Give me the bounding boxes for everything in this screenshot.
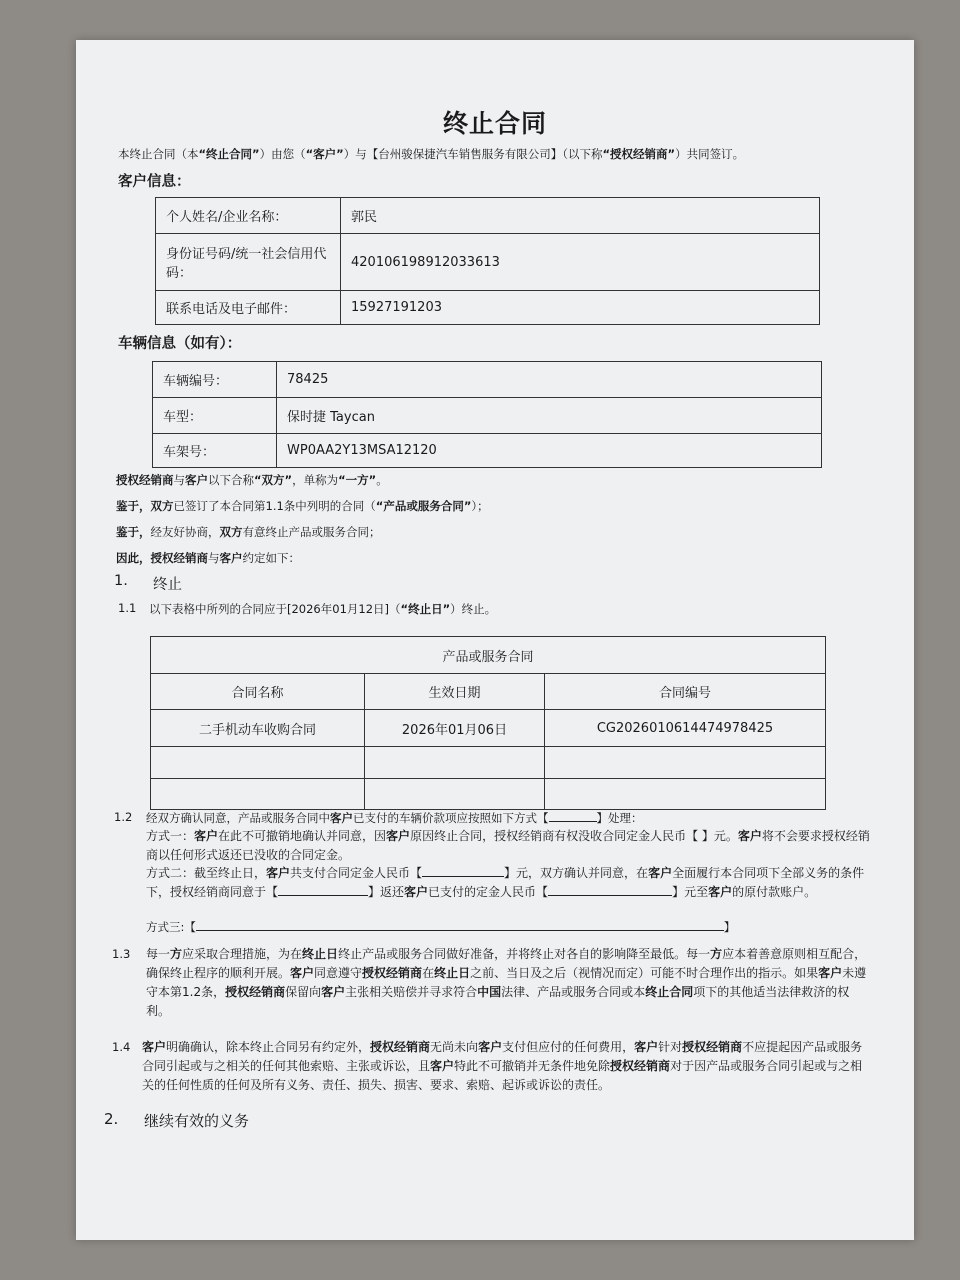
vehicle-value: 78425 (277, 362, 822, 398)
column-header: 合同名称 (151, 674, 365, 710)
clause-1-4-text: 客户明确确认，除本终止合同另有约定外，授权经销商无尚未向客户支付但应付的任何费用，客户针对授权经销商不应提起因产品或服务合同引起或与之相关的任何其他索赔、主张或诉讼，且客户特此不可撤销并无条件地免除授权经销商对于因产品或服务合同引起或与之相关的任何性质的任何及所有义务、责任、损失、损害、要求、索赔、起诉或诉讼的责任。 (142, 1040, 863, 1092)
table-cell (365, 779, 545, 810)
vehicle-value: WP0AA2Y13MSA12120 (277, 434, 822, 468)
table-row (153, 362, 822, 398)
customer-value: 郭民 (341, 198, 820, 234)
table-cell (545, 747, 826, 779)
table-row (156, 234, 820, 291)
section-1-number: 1. (114, 573, 128, 589)
table-row (156, 198, 820, 234)
customer-label: 身份证号码/统一社会信用代码： (156, 234, 341, 291)
column-header: 合同编号 (545, 674, 826, 710)
agreement-clause: 因此，授权经销商与客户约定如下： (116, 551, 300, 565)
column-header: 生效日期 (365, 674, 545, 710)
clause-1-1-text: 以下表格中所列的合同应于[2026年01月12日]（“终止日”）终止。 (149, 602, 497, 616)
clause-1-3-number: 1.3 (112, 947, 131, 961)
contracts-table (150, 636, 826, 810)
table-row (156, 291, 820, 325)
table-caption-row (151, 637, 826, 674)
option-three: 方式三:【 】 (146, 920, 736, 934)
recital-2: 鉴于，经友好协商，双方有意终止产品或服务合同； (116, 525, 381, 539)
customer-value: 15927191203 (341, 291, 820, 325)
table-header-row (151, 674, 826, 710)
option-one: 方式一：客户在此不可撤销地确认并同意，因客户原因终止合同，授权经销商有权没收合同定金人民币【 】元。客户将不会要求授权经销商以任何形式返还已没收的合同定金。 (146, 829, 870, 862)
table-row (151, 779, 826, 810)
vehicle-label: 车型： (153, 398, 277, 434)
vehicle-info-heading: 车辆信息（如有）： (118, 336, 242, 352)
table-row (153, 398, 822, 434)
table-cell: 二手机动车收购合同 (151, 710, 365, 747)
clause-1-2-lead: 经双方确认同意，产品或服务合同中客户已支付的车辆价款项应按照如下方式【 】处理： (146, 811, 643, 825)
table-row (151, 747, 826, 779)
customer-info-heading: 客户信息： (118, 174, 191, 190)
clause-1-1-number: 1.1 (118, 601, 137, 615)
recital-1: 鉴于，双方已签订了本合同第1.1条中列明的合同（“产品或服务合同”）； (116, 499, 489, 513)
customer-info-table (155, 197, 820, 325)
vehicle-value: 保时捷 Taycan (277, 398, 822, 434)
vehicle-label: 车辆编号： (153, 362, 277, 398)
section-2-title: 继续有效的义务 (144, 1112, 250, 1130)
table-caption: 产品或服务合同 (151, 637, 826, 674)
vehicle-info-table (152, 361, 822, 468)
clause-1-4-number: 1.4 (112, 1040, 131, 1054)
table-row (151, 710, 826, 747)
document-title: 终止合同 (442, 109, 547, 138)
table-cell (365, 747, 545, 779)
option-two: 方式二：截至终止日，客户共支付合同定金人民币【 】元，双方确认并同意，在客户全面履行本合同项下全部义务的条件下，授权经销商同意于【 】返还客户已支付的定金人民币【 】元至客户的原付款账户。 (146, 866, 865, 899)
table-cell (151, 779, 365, 810)
customer-value: 420106198912033613 (341, 234, 820, 291)
section-2-number: 2. (104, 1110, 119, 1128)
clause-1-2-number: 1.2 (114, 810, 133, 824)
intro-paragraph: 本终止合同（本“终止合同”）由您（“客户”）与【台州骏保捷汽车销售服务有限公司】（以下称“授权经销商”）共同签订。 (118, 147, 745, 161)
parties-definition: 授权经销商与客户以下合称“双方”，单称为“一方”。 (116, 473, 388, 487)
table-cell (545, 779, 826, 810)
customer-label: 联系电话及电子邮件： (156, 291, 341, 325)
table-cell (151, 747, 365, 779)
customer-label: 个人姓名/企业名称： (156, 198, 341, 234)
section-1-title: 终止 (153, 577, 182, 593)
contract-page (76, 40, 914, 1240)
table-row (153, 434, 822, 468)
table-cell: CG2026010614474978425 (545, 710, 826, 747)
vehicle-label: 车架号： (153, 434, 277, 468)
clause-1-3-text: 每一方应采取合理措施，为在终止日终止产品或服务合同做好准备，并将终止对各自的影响降至最低。每一方应本着善意原则相互配合，确保终止程序的顺利开展。客户同意遵守授权经销商在终止日之前、当日及之后（视情况而定）可能不时合理作出的指示。如果客户未遵守本第1.2条，授权经销商保留向客户主张相关赔偿并寻求符合中国法律、产品或服务合同或本终止合同项下的其他适当法律救济的权利。 (146, 947, 867, 1018)
table-cell: 2026年01月06日 (365, 710, 545, 747)
